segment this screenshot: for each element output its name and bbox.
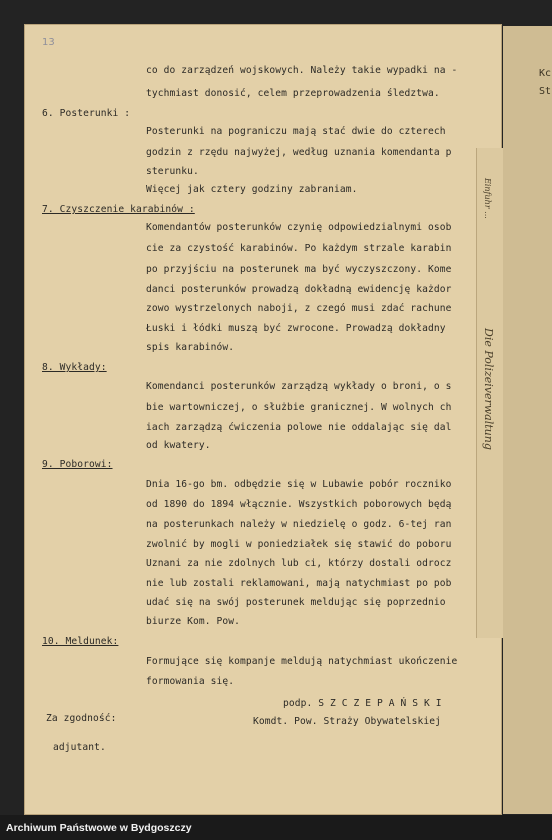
text-line: Łuski i łódki muszą być zwrocone. Prowadzą dokładny — [146, 323, 446, 334]
text-line: tychmiast donosić, celem przeprowadzenia śledztwa. — [146, 88, 440, 99]
adjutant-label: adjutant. — [53, 742, 106, 753]
signature-name: podp. S Z C Z E P A Ń S K I — [283, 698, 442, 709]
text-line: bie wartowniczej, o służbie granicznej. W wolnych ch — [146, 402, 452, 413]
text-line: iach zarządzą ćwiczenia polowe nie oddalając się dal — [146, 422, 452, 433]
text-line: godzin z rzędu najwyżej, według uznania komendanta p — [146, 147, 452, 158]
section-heading-czyszczenie: 7. Czyszczenie karabinów : — [42, 204, 195, 215]
section-heading-meldunek: 10. Meldunek: — [42, 636, 119, 647]
signature-title: Komdt. Pow. Straży Obywatelskiej — [253, 716, 442, 727]
text-line: spis karabinów. — [146, 342, 235, 353]
section-heading-poborowi: 9. Poborowi: — [42, 459, 113, 470]
underlying-page-fragment: Kc — [539, 68, 552, 79]
text-line: Komendantów posterunków czynię odpowiedzialnymi osob — [146, 222, 452, 233]
archive-footer — [0, 815, 552, 840]
text-line: Komendanci posterunków zarządzą wykłady o broni, o s — [146, 381, 452, 392]
text-line: Formujące się kompanje meldują natychmiast ukończenie — [146, 656, 458, 667]
text-line: od kwatery. — [146, 440, 211, 451]
stamp-top-text: Einfuhr ... — [483, 178, 492, 219]
text-line: biurze Kom. Pow. — [146, 616, 241, 627]
document-page — [24, 24, 502, 815]
text-line: udać się na swój posterunek meldując się poprzednio — [146, 597, 446, 608]
text-line: Więcej jak cztery godziny zabraniam. — [146, 184, 358, 195]
underlying-page-fragment: St — [539, 86, 552, 97]
archive-name: Archiwum Państwowe w Bydgoszczy — [6, 822, 192, 834]
section-heading-wyklady: 8. Wykłady: — [42, 362, 107, 373]
attestation-label: Za zgodność: — [46, 713, 117, 724]
text-line: cie za czystość karabinów. Po każdym strzale karabin — [146, 243, 452, 254]
text-line: danci posterunków prowadzą dokładną ewidencję każdor — [146, 284, 452, 295]
page-number: 13 — [42, 37, 55, 48]
text-line: zwolnić by mogli w poniedziałek się stawić do poboru — [146, 539, 452, 550]
stamp-strip — [476, 148, 503, 638]
text-line: formowania się. — [146, 676, 235, 687]
text-line: od 1890 do 1894 włącznie. Wszystkich poborowych będą — [146, 499, 452, 510]
text-line: Uznani za nie zdolnych lub ci, którzy dostali odrocz — [146, 558, 452, 569]
text-line: zowo wystrzelonych naboji, z czegó musi zdać rachune — [146, 303, 452, 314]
text-line: na posterunkach należy w niedzielę o godz. 6-tej ran — [146, 519, 452, 530]
text-line: nie lub zostali reklamowani, mają natychmiast po pob — [146, 578, 452, 589]
section-heading-posterunki: 6. Posterunki : — [42, 108, 131, 119]
text-line: Dnia 16-go bm. odbędzie się w Lubawie pobór roczniko — [146, 479, 452, 490]
text-line: co do zarządzeń wojskowych. Należy takie wypadki na - — [146, 65, 458, 76]
stamp-middle-text: Die Polizeiverwaltung — [482, 328, 495, 450]
text-line: po przyjściu na posterunek ma być wyczyszczony. Kome — [146, 264, 452, 275]
underlying-page — [503, 26, 552, 814]
text-line: Posterunki na pograniczu mają stać dwie do czterech — [146, 126, 446, 137]
text-line: sterunku. — [146, 166, 199, 177]
